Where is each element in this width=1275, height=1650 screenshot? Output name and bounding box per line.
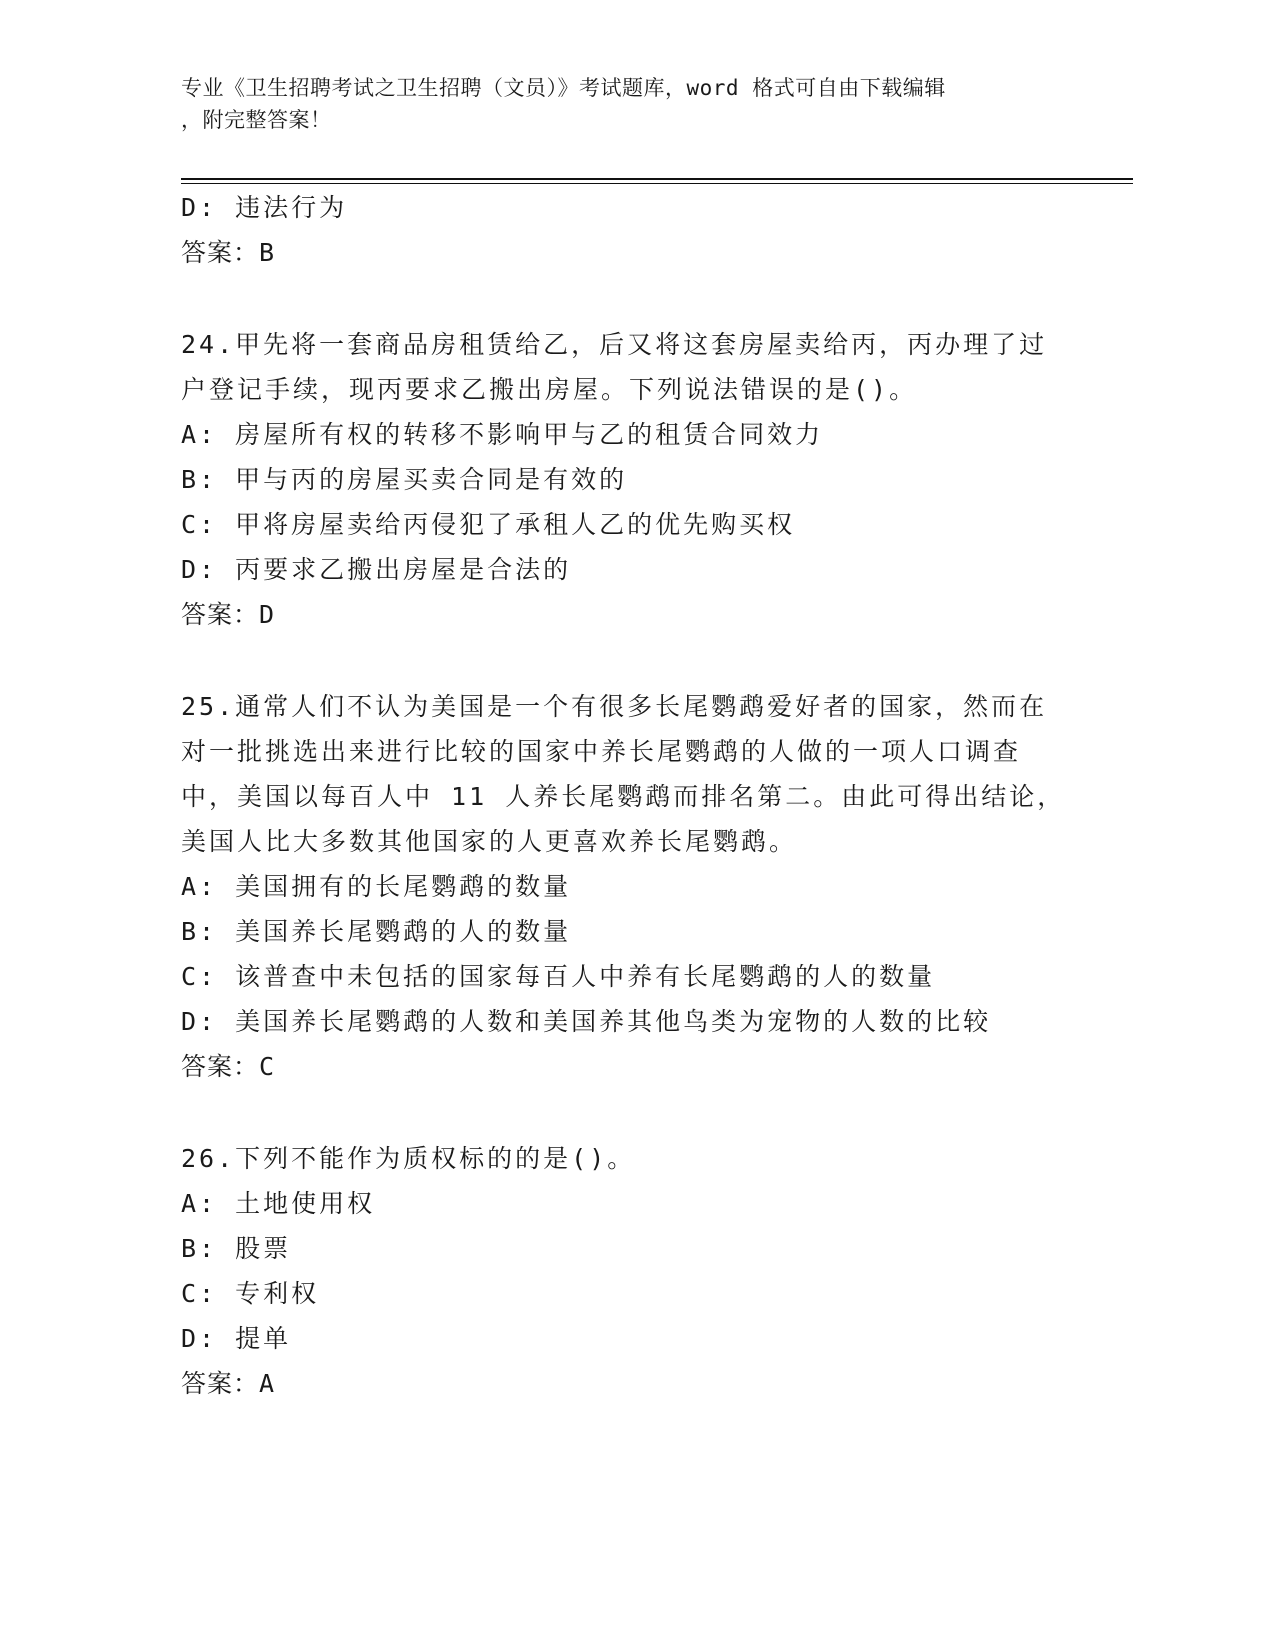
question-list xyxy=(181,185,1081,1406)
answer-line: 答案：D xyxy=(181,600,276,629)
option-c: C: 甲将房屋卖给丙侵犯了承租人乙的优先购买权 xyxy=(181,510,796,539)
answer-line: 答案：A xyxy=(181,1369,276,1398)
question-24 xyxy=(181,322,1081,637)
header-line-1: 专业《卫生招聘考试之卫生招聘（文员）》考试题库，word 格式可自由下载编辑 xyxy=(181,76,946,100)
question-stem-line: 户登记手续，现丙要求乙搬出房屋。下列说法错误的是()。 xyxy=(181,375,918,404)
option-b: B: 股票 xyxy=(181,1234,292,1263)
question-stem-line: 美国人比大多数其他国家的人更喜欢养长尾鹦鹉。 xyxy=(181,827,798,856)
option-c: C: 专利权 xyxy=(181,1279,320,1308)
question-stem-line: 对一批挑选出来进行比较的国家中养长尾鹦鹉的人做的一项人口调查 xyxy=(181,737,1022,766)
spacer xyxy=(181,637,1081,684)
header-line-2: ，附完整答案！ xyxy=(181,108,332,132)
question-stem-line: 中，美国以每百人中 11 人养长尾鹦鹉而排名第二。由此可得出结论， xyxy=(181,782,1066,811)
answer-line: 答案：B xyxy=(181,238,276,267)
question-stem-line: 25.通常人们不认为美国是一个有很多长尾鹦鹉爱好者的国家，然而在 xyxy=(181,692,1048,721)
option-d: D: 美国养长尾鹦鹉的人数和美国养其他鸟类为宠物的人数的比较 xyxy=(181,1007,992,1036)
question-stem-line: 24.甲先将一套商品房租赁给乙，后又将这套房屋卖给丙，丙办理了过 xyxy=(181,330,1048,359)
question-stem-line: 26.下列不能作为质权标的的是()。 xyxy=(181,1144,636,1173)
spacer xyxy=(181,1089,1081,1136)
question-26 xyxy=(181,1136,1081,1406)
spacer xyxy=(181,275,1081,322)
option-d: D: 违法行为 xyxy=(181,193,348,222)
option-a: A: 土地使用权 xyxy=(181,1189,376,1218)
question-25 xyxy=(181,684,1081,1089)
document-header xyxy=(181,72,1051,136)
answer-line: 答案：C xyxy=(181,1052,276,1081)
header-divider-thin xyxy=(181,183,1133,184)
option-c: C: 该普查中未包括的国家每百人中养有长尾鹦鹉的人的数量 xyxy=(181,962,936,991)
option-b: B: 甲与丙的房屋买卖合同是有效的 xyxy=(181,465,628,494)
option-b: B: 美国养长尾鹦鹉的人的数量 xyxy=(181,917,572,946)
option-d: D: 提单 xyxy=(181,1324,292,1353)
option-a: A: 房屋所有权的转移不影响甲与乙的租赁合同效力 xyxy=(181,420,824,449)
header-divider-thick xyxy=(181,178,1133,180)
option-d: D: 丙要求乙搬出房屋是合法的 xyxy=(181,555,572,584)
previous-question-fragment xyxy=(181,185,1081,275)
option-a: A: 美国拥有的长尾鹦鹉的数量 xyxy=(181,872,572,901)
